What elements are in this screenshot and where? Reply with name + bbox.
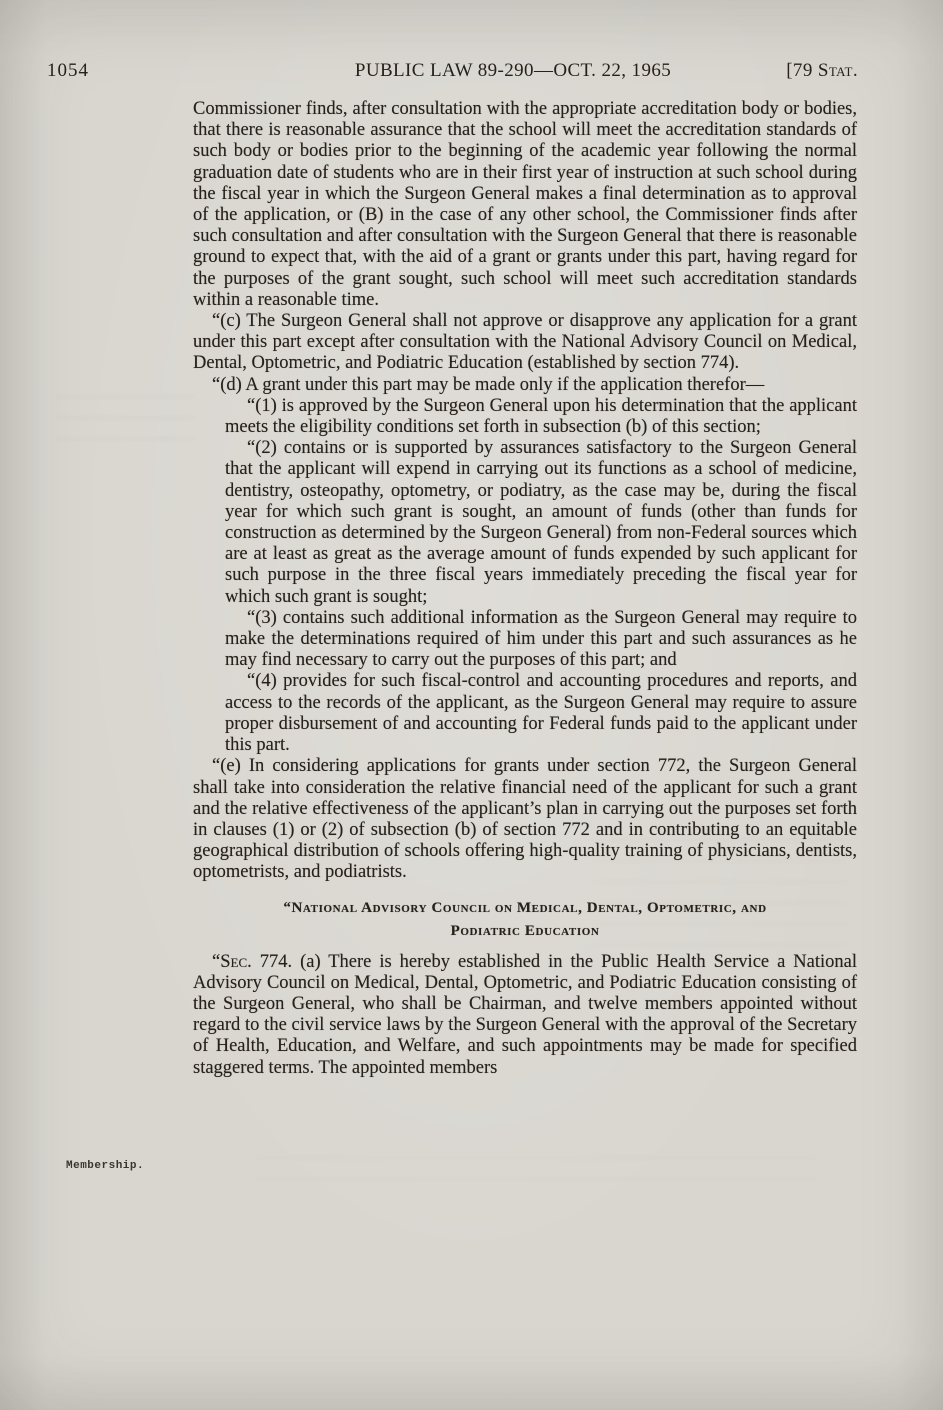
section-number-label: “Sec. 774. (212, 951, 293, 972)
paragraph-e: “(e) In considering applications for grants under section 772, the Surgeon General shall take into consideration the relative financial need of the applicant for such a grant and the relative effectiveness of the applicant’s plan in carrying out the purposes set forth in clauses (1) or (2) of subsection (b) of section 772 and in contributing to an equitable geographical distribution of schools offering high-quality training of physicians, dentists, optometrists, and podiatrists. (193, 756, 857, 883)
clause-3: “(3) contains such additional information as the Surgeon General may require to make the determinations required of him under this part and such assurances as he may find necessary to carry out the purposes of this part; and (225, 607, 857, 671)
text-column (193, 99, 857, 1079)
section-heading (193, 897, 857, 943)
section-heading-line2: Podiatric Education (450, 922, 600, 939)
margin-note-membership: Membership. (66, 1160, 145, 1172)
bleed-through-artifact (255, 1142, 815, 1180)
clause-2: “(2) contains or is supported by assurances satisfactory to the Surgeon General that the applicant will expend in carrying out its functions as a school of medicine, dentistry, osteopathy, optometry, or podiatry, as the case may be, during the fiscal year for which such grant is sought, an amount of funds (other than funds for construction as determined by the Surgeon General) from non-Federal sources which are at least as great as the average amount of funds expended by such applicant for such purpose in the three fiscal years immediately preceding the fiscal year for which such grant is sought; (225, 438, 857, 607)
running-header (47, 60, 858, 84)
stat-citation: [79 Stat. (786, 60, 858, 81)
clause-4: “(4) provides for such fiscal-control and accounting procedures and reports, and access to the records of the applicant, as the Surgeon General may require to assure proper disbursement of and accounting for Federal funds paid to the applicant under this part. (225, 671, 857, 756)
paragraph-sec-774 (193, 952, 857, 1079)
bleed-through-artifact (55, 396, 195, 440)
section-774-text: (a) There is hereby established in the Public Health Service a National Advisory Council on Medical, Dental, Optometric, and Podiatric Education consisting of the Surgeon General, who shall be Chairman, and twelve members appointed without regard to the civil service laws by the Surgeon General with the approval of the Secretary of Health, Education, and Welfare, and such appointments may be made for specified staggered terms. The appointed members (193, 951, 857, 1078)
paragraph-c: “(c) The Surgeon General shall not approve or disapprove any application for a grant under this part except after consultation with the National Advisory Council on Medical, Dental, Optometric, and Podiatric Education (established by section 774). (193, 311, 857, 374)
page-number: 1054 (47, 60, 89, 81)
paragraph-continuation: Commissioner finds, after consultation with the appropriate accreditation body or bodies, that there is reasonable assurance that the school will meet the accreditation standards of such body or bodies prior to the beginning of the academic year following the normal graduation date of students who are in their first year of instruction at such school during the fiscal year in which the Surgeon General makes a final determination as to approval of the application, or (B) in the case of any other school, the Commissioner finds after such consultation and after consultation with the Surgeon General that there is reasonable ground to expect that, with the aid of a grant or grants under this part, having regard for the purposes of the grant sought, such school will meet such accreditation standards within a reasonable time. (193, 99, 857, 310)
section-heading-line1: “National Advisory Council on Medical, Dental, Optometric, and (283, 899, 767, 916)
clause-1: “(1) is approved by the Surgeon General upon his determination that the applicant meets the eligibility conditions set forth in subsection (b) of this section; (225, 395, 857, 438)
running-title: PUBLIC LAW 89-290—OCT. 22, 1965 (354, 60, 672, 81)
paragraph-d: “(d) A grant under this part may be made only if the application therefor— (212, 374, 765, 395)
